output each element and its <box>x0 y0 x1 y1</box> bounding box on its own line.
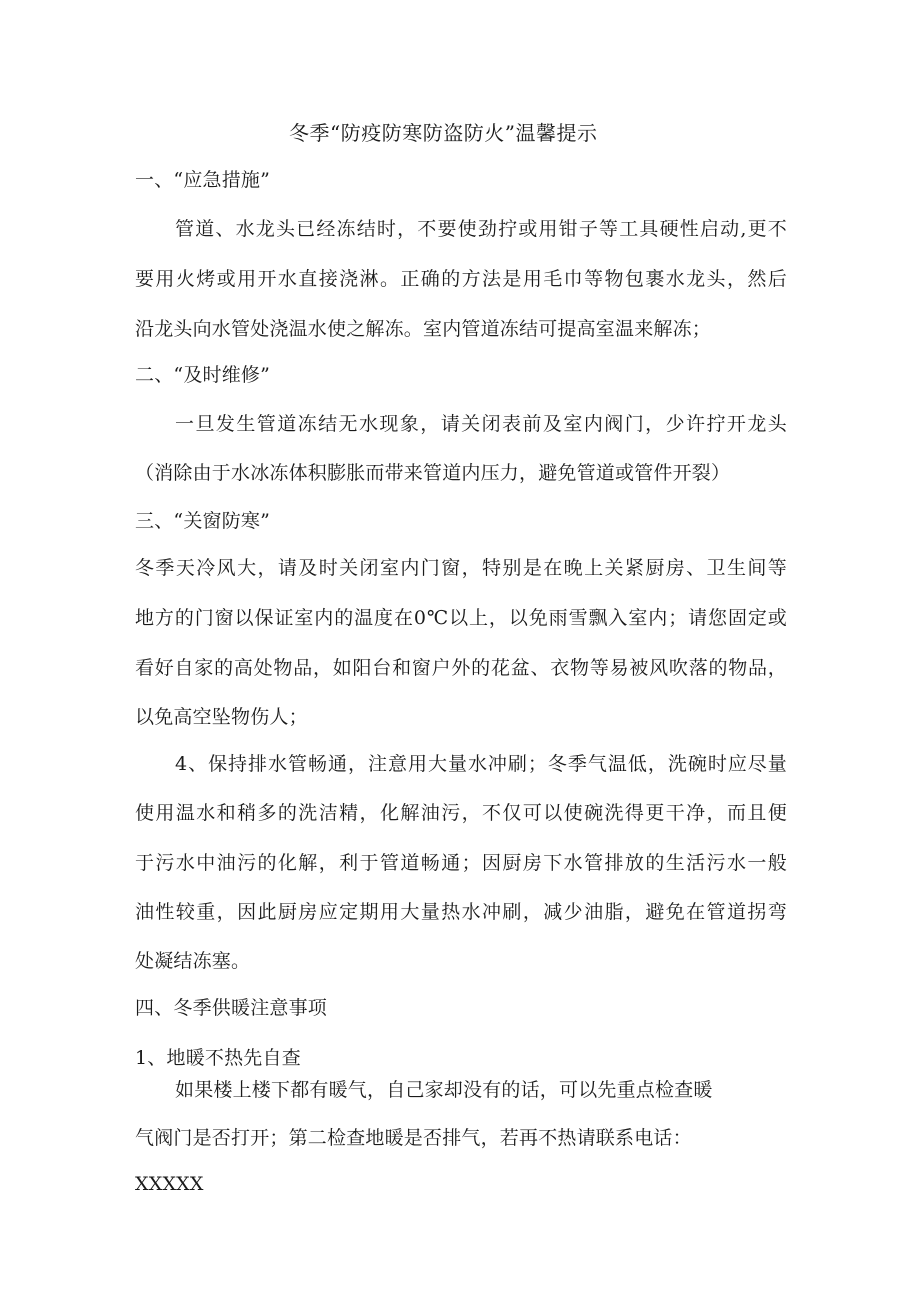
paragraph-line: 使用温水和稍多的洗洁精，化解油污，不仅可以使碗洗得更干净，而且便 <box>135 802 787 824</box>
section-heading-windows: 三、“关窗防寒” <box>135 510 271 532</box>
paragraph-line: 油性较重，因此厨房应定期用大量热水冲刷，减少油脂，避免在管道拐弯 <box>135 901 787 923</box>
paragraph-line: 冬季天冷风大，请及时关闭室内门窗，特别是在晚上关紧厨房、卫生间等 <box>135 557 787 579</box>
paragraph-line: 处凝结冻塞。 <box>135 950 251 972</box>
section-heading-repair: 二、“及时维修” <box>135 364 271 386</box>
paragraph-line: 沿龙头向水管处浇温水使之解冻。室内管道冻结可提高室温来解冻； <box>135 318 712 340</box>
paragraph-line: 如果楼上楼下都有暖气，自己家却没有的话，可以先重点检查暖 <box>175 1079 713 1101</box>
paragraph-line: 4、保持排水管畅通，注意用大量水冲刷；冬季气温低，洗碗时应尽量 <box>175 753 787 775</box>
document-title: 冬季“防疫防寒防盗防火”温馨提示 <box>289 121 598 145</box>
paragraph-line: 要用火烤或用开水直接浇淋。正确的方法是用毛巾等物包裹水龙头，然后 <box>135 268 787 290</box>
paragraph-line: 管道、水龙头已经冻结时，不要使劲拧或用钳子等工具硬性启动,更不 <box>175 218 787 240</box>
section-heading-heating: 四、冬季供暖注意事项 <box>135 997 328 1019</box>
subheading-floor-heating: 1、地暖不热先自查 <box>135 1047 301 1069</box>
contact-phone: XXXXX <box>135 1173 204 1195</box>
paragraph-line: （消除由于水冰冻体积膨胀而带来管道内压力，避免管道或管件开裂） <box>135 462 731 484</box>
paragraph-line: 于污水中油污的化解，利于管道畅通；因厨房下水管排放的生活污水一般 <box>135 852 787 874</box>
paragraph-line: 看好自家的高处物品，如阳台和窗户外的花盆、衣物等易被风吹落的物品， <box>135 657 787 679</box>
paragraph-line: 气阀门是否打开；第二检查地暖是否排气，若再不热请联系电话： <box>135 1127 692 1149</box>
paragraph-line: 地方的门窗以保证室内的温度在0℃以上，以免雨雪飘入室内；请您固定或 <box>135 607 787 629</box>
paragraph-line: 一旦发生管道冻结无水现象，请关闭表前及室内阀门，少许拧开龙头 <box>175 413 787 435</box>
paragraph-line: 以免高空坠物伤人； <box>135 706 308 728</box>
section-heading-emergency: 一、“应急措施” <box>135 169 271 191</box>
